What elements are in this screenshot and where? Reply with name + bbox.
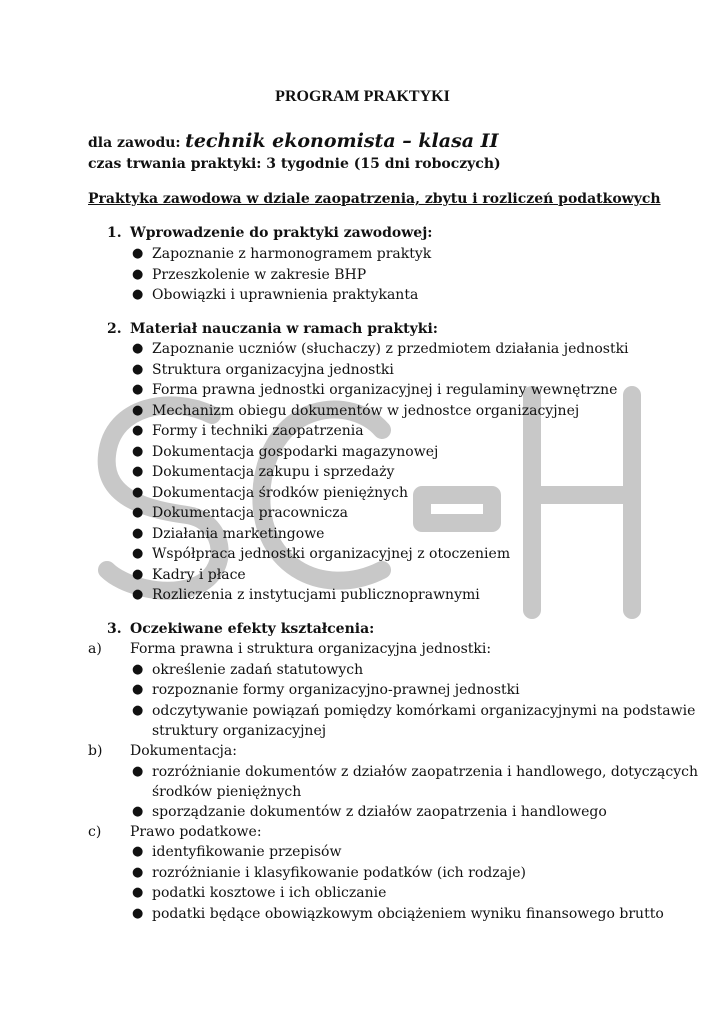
list-item-text: podatki kosztowe i ich obliczanie	[152, 885, 387, 901]
section-heading: Wprowadzenie do praktyki zawodowej:	[130, 225, 433, 241]
list-item-text: rozróżnianie dokumentów z działów zaopatrzenia i handlowego, dotyczących	[152, 764, 698, 780]
list-item-text: Formy i techniki zaopatrzenia	[152, 423, 364, 439]
bullet-icon: ●	[132, 505, 144, 520]
list-item-text: określenie zadań statutowych	[152, 662, 364, 678]
bullet-icon: ●	[132, 546, 144, 561]
bullet-icon: ●	[132, 382, 144, 397]
bullet-icon: ●	[132, 464, 144, 479]
list-item-text: Zapoznanie z harmonogramem praktyk	[152, 246, 432, 262]
bullet-icon: ●	[132, 287, 144, 302]
subsection-letter: c)	[88, 824, 102, 840]
bullet-icon: ●	[132, 703, 144, 718]
list-item-text: Rozliczenia z instytucjami publicznoprawnymi	[152, 587, 480, 603]
profession-line	[88, 132, 498, 152]
profession-value: technik ekonomista – klasa II	[185, 130, 499, 152]
bullet-icon: ●	[132, 341, 144, 356]
section-subtitle: Praktyka zawodowa w dziale zaopatrzenia, zbytu i rozliczeń podatkowych	[88, 191, 661, 207]
list-item-text: identyfikowanie przepisów	[152, 844, 342, 860]
bullet-icon: ●	[132, 587, 144, 602]
list-item-text: Dokumentacja gospodarki magazynowej	[152, 444, 439, 460]
bullet-icon: ●	[132, 906, 144, 921]
bullet-icon: ●	[132, 526, 144, 541]
list-item-text: podatki będące obowiązkowym obciążeniem wyniku finansowego brutto	[152, 906, 664, 922]
list-item-text: Obowiązki i uprawnienia praktykanta	[152, 287, 419, 303]
bullet-icon: ●	[132, 423, 144, 438]
bullet-icon: ●	[132, 764, 144, 779]
list-item-text: Zapoznanie uczniów (słuchaczy) z przedmiotem działania jednostki	[152, 341, 629, 357]
subsection-label: Dokumentacja:	[130, 743, 237, 759]
list-item-text: rozpoznanie formy organizacyjno-prawnej jednostki	[152, 682, 520, 698]
list-item-text: Mechanizm obiegu dokumentów w jednostce organizacyjnej	[152, 403, 580, 419]
subsection-letter: b)	[88, 743, 103, 759]
subsection-label: Forma prawna i struktura organizacyjna jednostki:	[130, 641, 492, 657]
bullet-icon: ●	[132, 485, 144, 500]
list-item-text: Dokumentacja pracownicza	[152, 505, 348, 521]
section-number: 1.	[107, 225, 122, 241]
list-item-text: Struktura organizacyjna jednostki	[152, 362, 394, 378]
profession-label: dla zawodu:	[88, 135, 181, 151]
section-number: 2.	[107, 321, 122, 337]
list-item-text: rozróżnianie i klasyfikowanie podatków (ich rodzaje)	[152, 865, 527, 881]
bullet-icon: ●	[132, 844, 144, 859]
list-item-text: Dokumentacja zakupu i sprzedaży	[152, 464, 395, 480]
subsection-letter: a)	[88, 641, 102, 657]
section-heading: Oczekiwane efekty kształcenia:	[130, 621, 375, 637]
list-item-text: Forma prawna jednostki organizacyjnej i regulaminy wewnętrzne	[152, 382, 618, 398]
list-item-text: struktury organizacyjnej	[152, 723, 327, 739]
bullet-icon: ●	[132, 804, 144, 819]
list-item-text: środków pieniężnych	[152, 784, 302, 800]
list-item-text: Działania marketingowe	[152, 526, 325, 542]
bullet-icon: ●	[132, 885, 144, 900]
bullet-icon: ●	[132, 865, 144, 880]
bullet-icon: ●	[132, 246, 144, 261]
list-item-text: Kadry i płace	[152, 567, 246, 583]
section-heading: Materiał nauczania w ramach praktyki:	[130, 321, 438, 337]
list-item-text: Dokumentacja środków pieniężnych	[152, 485, 408, 501]
list-item-text: Współpraca jednostki organizacyjnej z otoczeniem	[152, 546, 511, 562]
bullet-icon: ●	[132, 267, 144, 282]
bullet-icon: ●	[132, 682, 144, 697]
bullet-icon: ●	[132, 662, 144, 677]
bullet-icon: ●	[132, 403, 144, 418]
document-title: PROGRAM PRAKTYKI	[275, 88, 450, 105]
list-item-text: sporządzanie dokumentów z działów zaopatrzenia i handlowego	[152, 804, 607, 820]
bullet-icon: ●	[132, 362, 144, 377]
list-item-text: odczytywanie powiązań pomiędzy komórkami organizacyjnymi na podstawie	[152, 703, 696, 719]
bullet-icon: ●	[132, 567, 144, 582]
section-number: 3.	[107, 621, 122, 637]
duration-line: czas trwania praktyki: 3 tygodnie (15 dni roboczych)	[88, 156, 501, 172]
list-item-text: Przeszkolenie w zakresie BHP	[152, 267, 367, 283]
bullet-icon: ●	[132, 444, 144, 459]
subsection-label: Prawo podatkowe:	[130, 824, 262, 840]
